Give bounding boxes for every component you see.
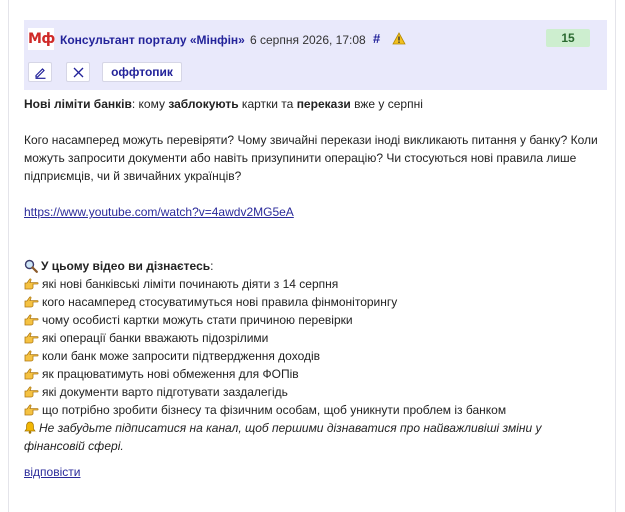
title-text-1: : кому <box>131 97 169 111</box>
pointing-hand-icon <box>24 404 39 416</box>
bullet-text: які операції банки вважають підозрілими <box>42 331 269 345</box>
rating-badge[interactable]: 15 <box>546 29 590 47</box>
title-text-3: вже у серпні <box>350 97 423 111</box>
edit-icon <box>34 66 47 79</box>
learn-title: У цьому відео ви дізнаєтесь <box>41 259 211 273</box>
reply-link[interactable]: відповісти <box>24 465 81 479</box>
title-bold-block: заблокують <box>168 97 239 111</box>
pointing-hand-icon <box>24 332 39 344</box>
bullet-text: які нові банківські ліміти починають діяти з 14 серпня <box>42 277 339 291</box>
spacer <box>24 221 604 257</box>
title-bold-limits: Нові ліміти банків <box>24 97 132 111</box>
bullet-item <box>24 311 604 329</box>
reminder-text: Не забудьте підписатися на канал, щоб першими дізнаватися про найважливіші зміни у фінансовій сфері. <box>24 421 542 453</box>
bullet-list <box>24 275 604 419</box>
pointing-hand-icon <box>24 314 39 326</box>
magnifier-icon <box>24 259 38 273</box>
bullet-item <box>24 401 604 419</box>
title-bold-transfers: перекази <box>296 97 351 111</box>
bullet-item <box>24 383 604 401</box>
pointing-hand-icon <box>24 386 39 398</box>
bullet-item <box>24 347 604 365</box>
bullet-text: які документи варто підготувати заздалегідь <box>42 385 288 399</box>
bullet-text: чому особисті картки можуть стати причиною перевірки <box>42 313 353 327</box>
close-icon <box>72 66 85 79</box>
post-date: 6 серпня 2026, 17:08 <box>250 33 366 47</box>
learn-colon: : <box>210 259 214 273</box>
pointing-hand-icon <box>24 278 39 290</box>
permalink-hash[interactable]: # <box>373 31 381 46</box>
minfin-logo[interactable]: Мф <box>28 28 54 50</box>
reminder-line <box>24 419 604 455</box>
post-title <box>24 95 604 113</box>
pointing-hand-icon <box>24 368 39 380</box>
post-body <box>24 95 604 481</box>
bullet-text: що потрібно зробити бізнесу та фізичним особам, щоб уникнути проблем із банком <box>42 403 507 417</box>
edit-button[interactable] <box>28 62 52 82</box>
video-link[interactable]: https://www.youtube.com/watch?v=4awdv2MG5eA <box>24 205 294 219</box>
bullet-text: коли банк може запросити підтвердження доходів <box>42 349 321 363</box>
pointing-hand-icon <box>24 350 39 362</box>
offtopic-button[interactable]: оффтопик <box>102 62 182 82</box>
bullet-item <box>24 365 604 383</box>
title-text-2: картки та <box>238 97 297 111</box>
comment-header <box>24 20 607 90</box>
bullet-item <box>24 275 604 293</box>
warning-icon[interactable] <box>392 32 406 45</box>
bullet-text: кого насамперед стосуватимуться нові правила фінмоніторингу <box>42 295 398 309</box>
bullet-item <box>24 329 604 347</box>
close-button[interactable] <box>66 62 90 82</box>
bullet-item <box>24 293 604 311</box>
learn-heading <box>24 257 604 275</box>
bullet-text: як працюватимуть нові обмеження для ФОПів <box>42 367 299 381</box>
pointing-hand-icon <box>24 296 39 308</box>
author-name[interactable]: Консультант порталу «Мінфін» <box>60 33 245 47</box>
bell-icon <box>24 421 36 434</box>
post-paragraph: Кого насамперед можуть перевіряти? Чому звичайні перекази іноді викликають питання у банку? Коли можуть запросити документи або навіть призупинити операцію? Чи стосуються нові правила лише підприємців, чи й звичайних українців? <box>24 133 598 183</box>
